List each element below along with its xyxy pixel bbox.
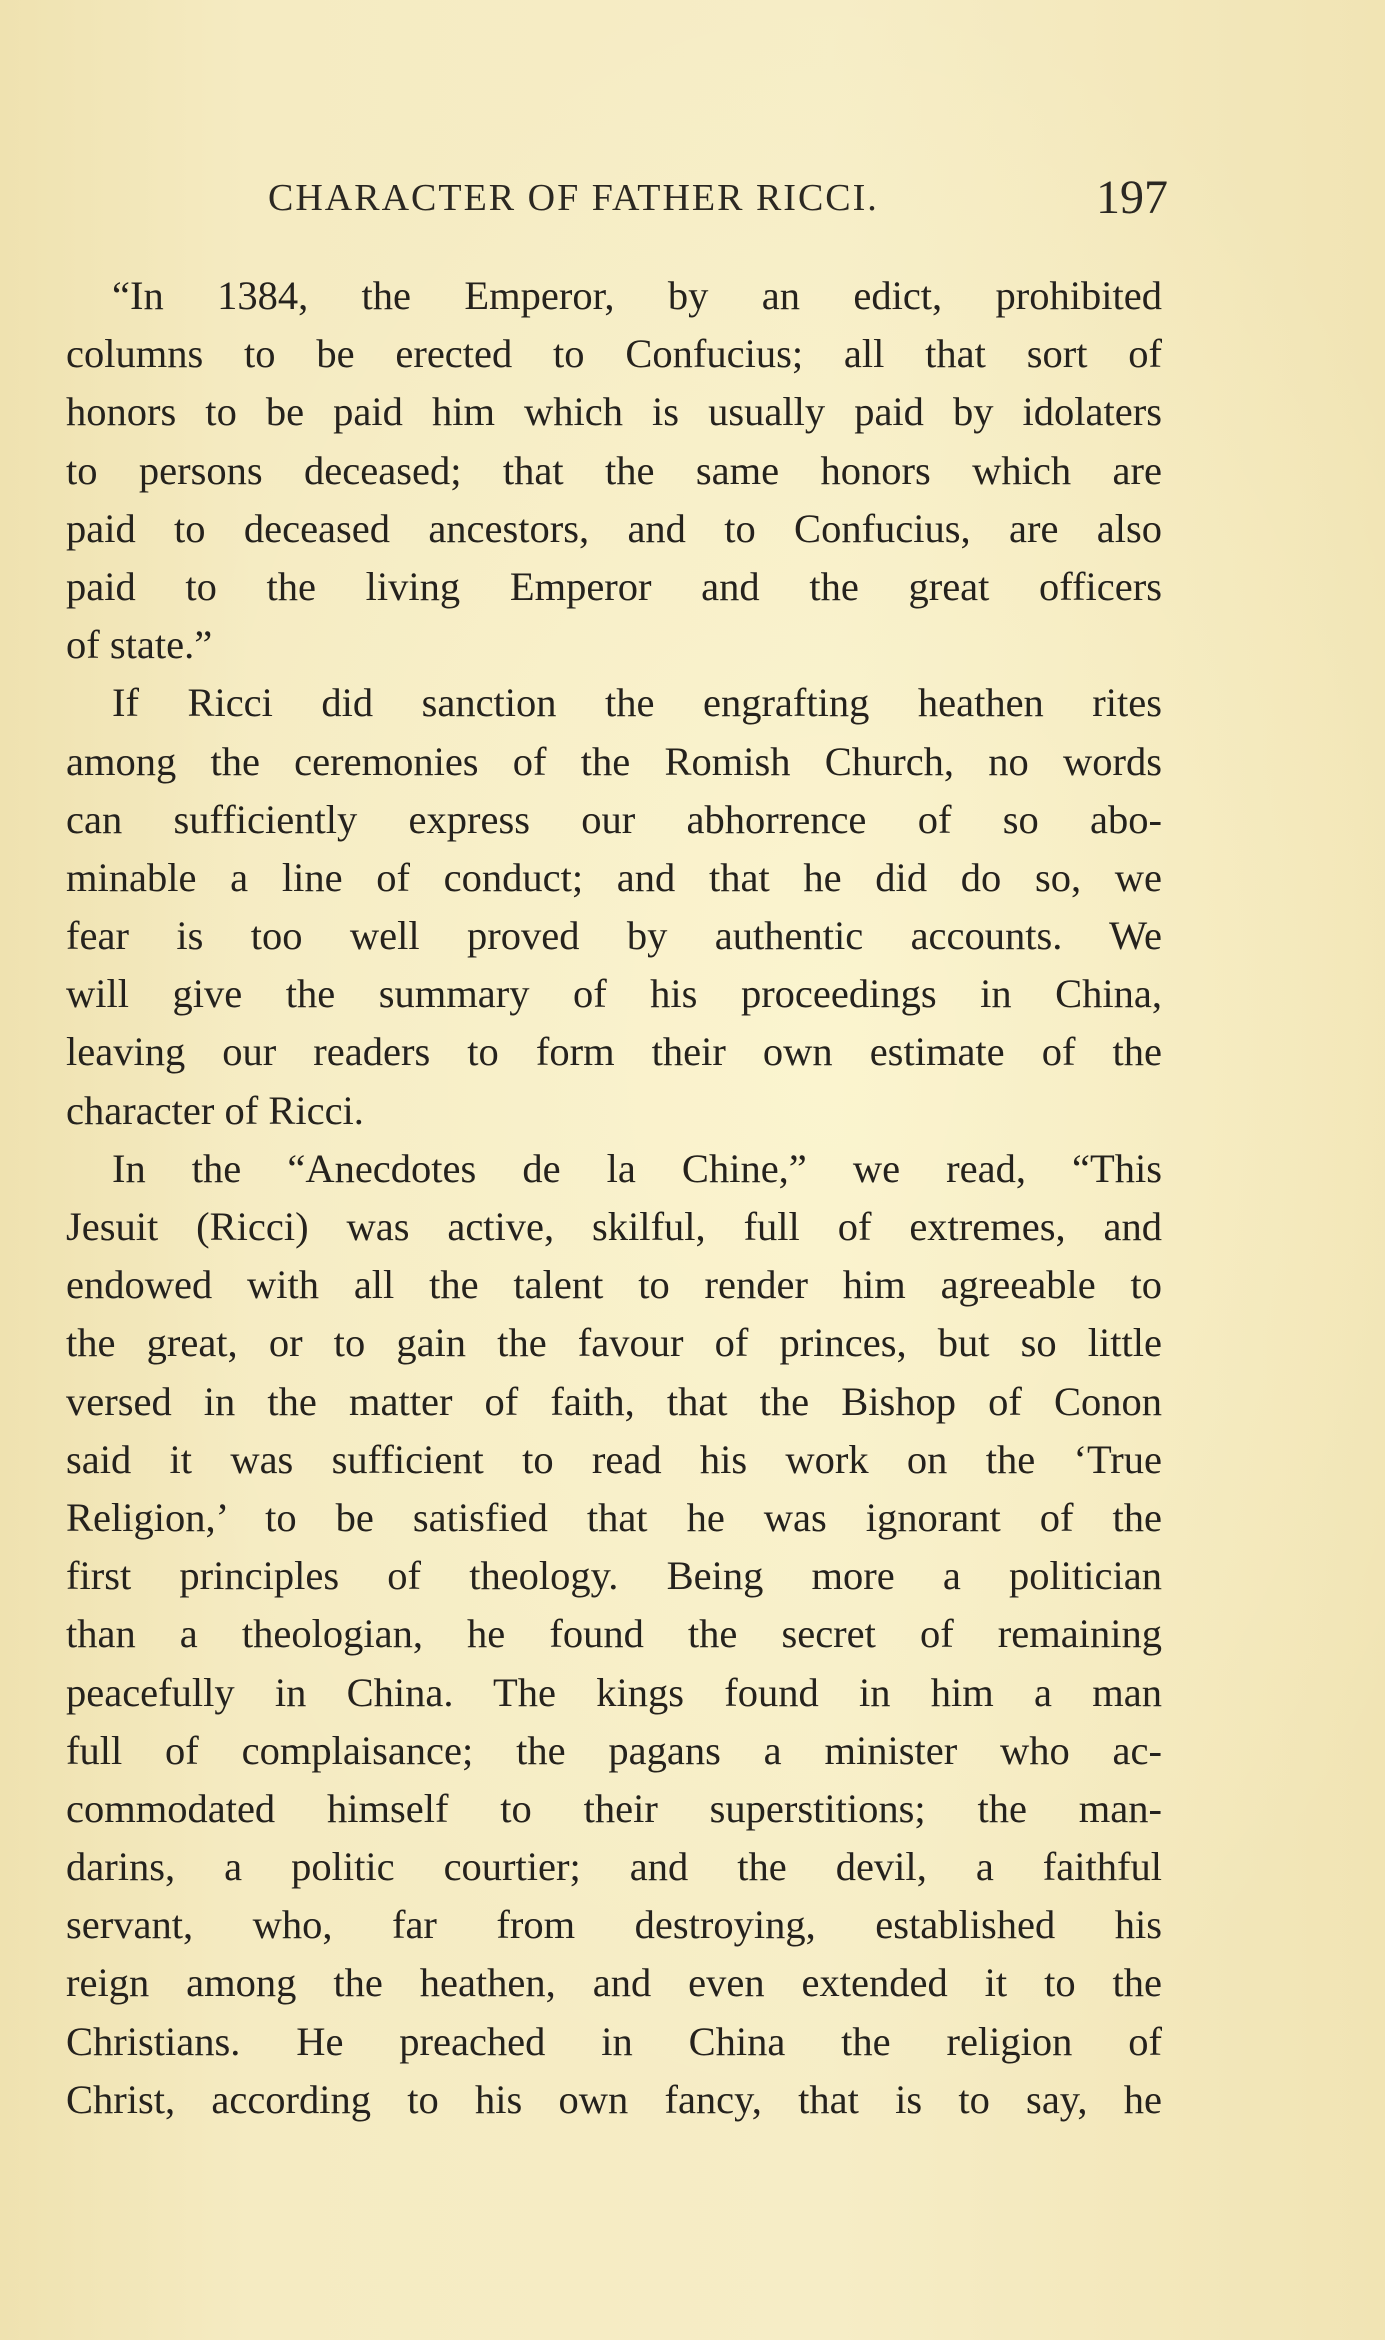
text-line: endowed with all the talent to render him agreeable to xyxy=(66,1262,1162,1308)
text-line: Christ, according to his own fancy, that is to say, he xyxy=(66,2076,1162,2122)
text-line: peacefully in China. The kings found in him a man xyxy=(66,1669,1162,1715)
text-line: fear is too well proved by authentic accounts. We xyxy=(66,913,1162,959)
text-line: can sufficiently express our abhorrence of so abo- xyxy=(66,796,1162,842)
text-line: servant, who, far from destroying, established his xyxy=(66,1902,1162,1948)
paragraph-3 xyxy=(66,1140,1162,2129)
text-line: of state.” xyxy=(66,622,213,668)
page-number: 197 xyxy=(1096,171,1168,224)
text-line: among the ceremonies of the Romish Church, no words xyxy=(66,738,1162,784)
text-line: character of Ricci. xyxy=(66,1087,364,1133)
paragraph-1 xyxy=(66,267,1162,674)
text-line: said it was sufficient to read his work on the ‘True xyxy=(66,1436,1162,1482)
text-line: full of complaisance; the pagans a minister who ac- xyxy=(66,1727,1162,1773)
text-line: first principles of theology. Being more a politician xyxy=(66,1553,1162,1599)
text-line: honors to be paid him which is usually paid by idolaters xyxy=(66,389,1162,435)
text-line: Religion,’ to be satisfied that he was ignorant of the xyxy=(66,1494,1162,1540)
text-line: to persons deceased; that the same honors which are xyxy=(66,447,1162,493)
text-line: In the “Anecdotes de la Chine,” we read, “This xyxy=(112,1145,1162,1191)
text-line: If Ricci did sanction the engrafting heathen rites xyxy=(112,680,1162,726)
text-line: Christians. He preached in China the religion of xyxy=(66,2018,1162,2064)
text-line: paid to deceased ancestors, and to Confucius, are also xyxy=(66,505,1162,551)
text-line: reign among the heathen, and even extended it to the xyxy=(66,1960,1162,2006)
text-line: commodated himself to their superstitions; the man- xyxy=(66,1785,1162,1831)
paragraph-2 xyxy=(66,674,1162,1140)
text-line: columns to be erected to Confucius; all that sort of xyxy=(66,331,1162,377)
body-text xyxy=(66,267,1162,2129)
text-line: “In 1384, the Emperor, by an edict, prohibited xyxy=(112,273,1162,318)
text-line: than a theologian, he found the secret of remaining xyxy=(66,1611,1162,1657)
text-line: leaving our readers to form their own estimate of the xyxy=(66,1029,1162,1075)
text-line: versed in the matter of faith, that the Bishop of Conon xyxy=(66,1378,1162,1424)
text-line: will give the summary of his proceedings in China, xyxy=(66,971,1162,1017)
text-line: minable a line of conduct; and that he did do so, we xyxy=(66,854,1162,900)
text-line: the great, or to gain the favour of princes, but so little xyxy=(66,1320,1162,1366)
running-title: CHARACTER OF FATHER RICCI. xyxy=(268,177,879,219)
text-line: darins, a politic courtier; and the devil, a faithful xyxy=(66,1844,1162,1890)
page-header xyxy=(268,170,1168,230)
text-line: paid to the living Emperor and the great officers xyxy=(66,563,1162,609)
text-line: Jesuit (Ricci) was active, skilful, full of extremes, and xyxy=(66,1204,1162,1249)
